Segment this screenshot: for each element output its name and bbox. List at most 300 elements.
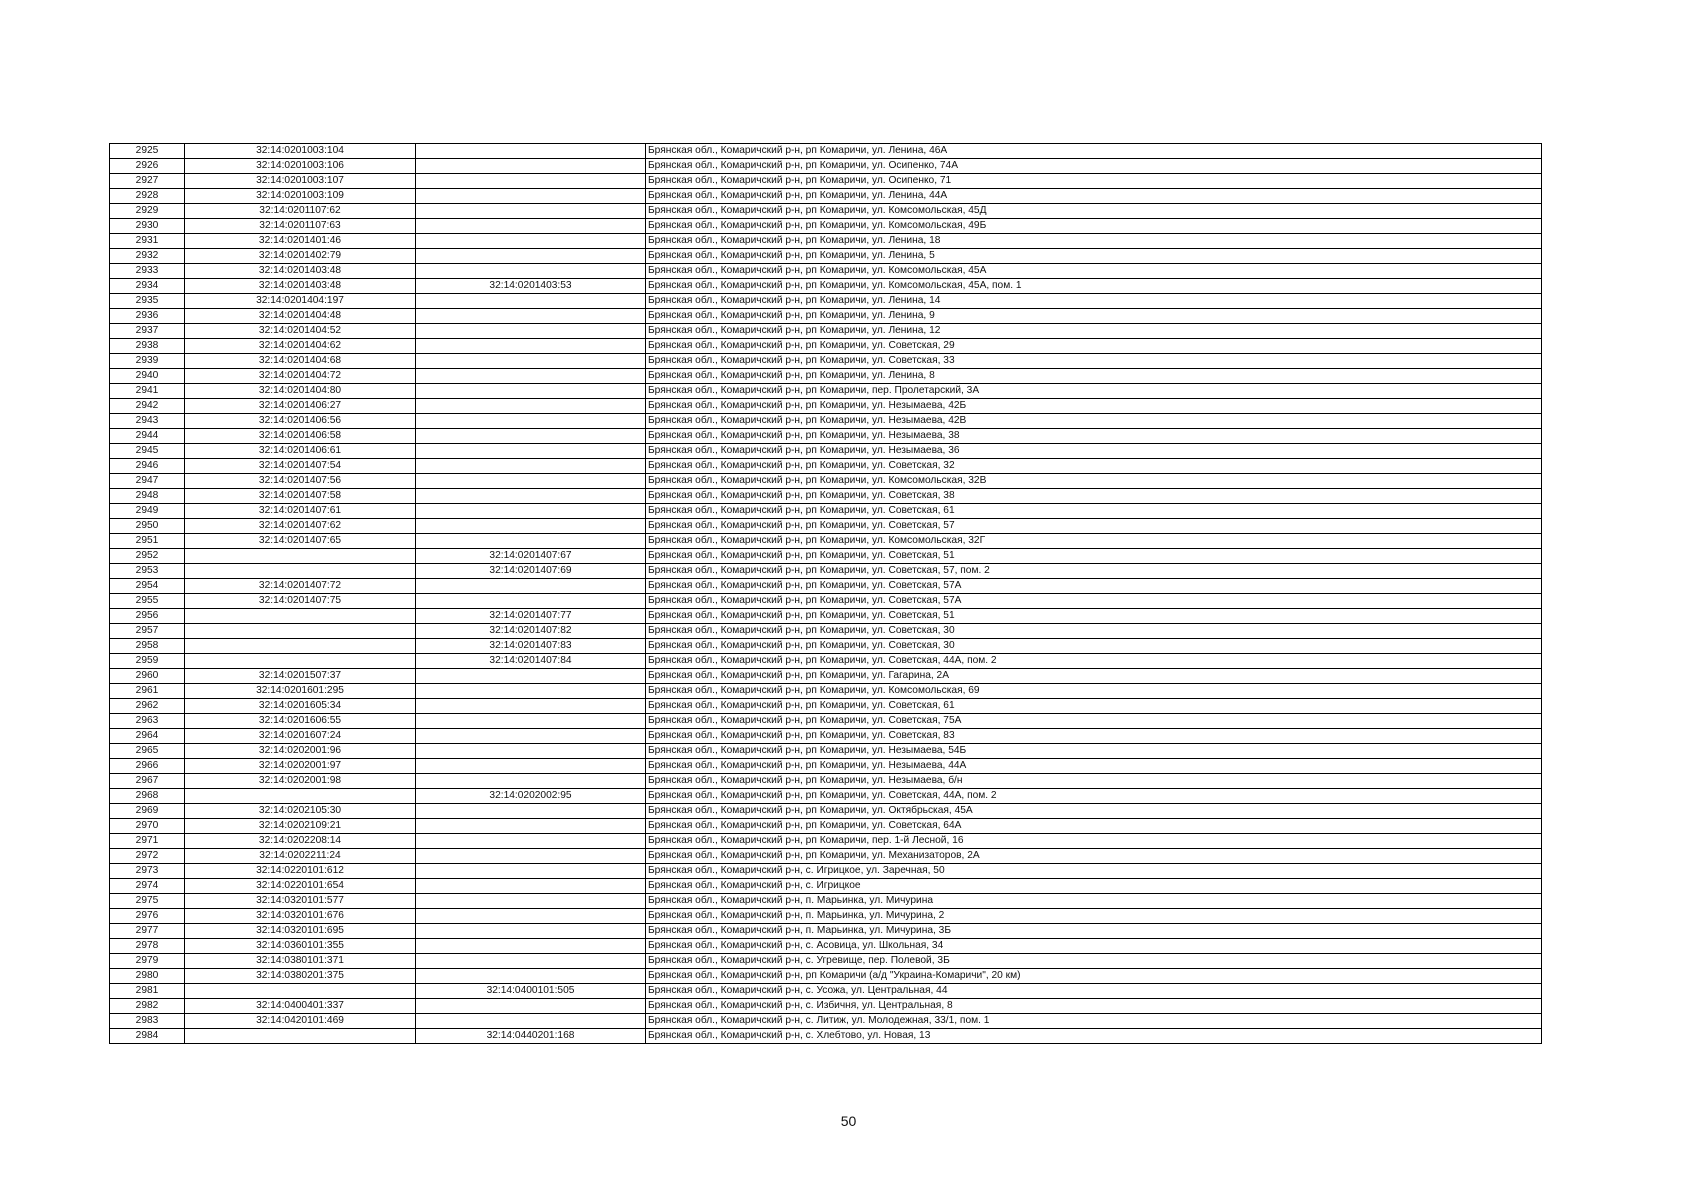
cadastral-number-cell: 32:14:0220101:654 xyxy=(185,879,416,894)
related-cadastral-number-cell: 32:14:0440201:168 xyxy=(416,1029,646,1044)
table-row xyxy=(110,714,1542,729)
related-cadastral-number-cell: 32:14:0202002:95 xyxy=(416,789,646,804)
related-cadastral-number-cell: 32:14:0400101:505 xyxy=(416,984,646,999)
address-cell: Брянская обл., Комаричский р-н, рп Комаричи, ул. Советская, 51 xyxy=(646,609,1542,624)
cadastral-number-cell xyxy=(185,1029,416,1044)
cadastral-number-cell xyxy=(185,654,416,669)
address-cell: Брянская обл., Комаричский р-н, рп Комаричи, ул. Советская, 44А, пом. 2 xyxy=(646,654,1542,669)
row-number-cell: 2977 xyxy=(110,924,185,939)
related-cadastral-number-cell xyxy=(416,174,646,189)
cadastral-number-cell: 32:14:0201407:65 xyxy=(185,534,416,549)
related-cadastral-number-cell: 32:14:0201407:83 xyxy=(416,639,646,654)
cadastral-number-cell: 32:14:0201407:56 xyxy=(185,474,416,489)
table-row xyxy=(110,1014,1542,1029)
related-cadastral-number-cell xyxy=(416,474,646,489)
cadastral-number-cell: 32:14:0201406:58 xyxy=(185,429,416,444)
cadastral-number-cell: 32:14:0202001:98 xyxy=(185,774,416,789)
related-cadastral-number-cell xyxy=(416,759,646,774)
table-row xyxy=(110,579,1542,594)
table-row xyxy=(110,744,1542,759)
row-number-cell: 2950 xyxy=(110,519,185,534)
table-row xyxy=(110,399,1542,414)
address-cell: Брянская обл., Комаричский р-н, рп Комаричи, ул. Советская, 57А xyxy=(646,594,1542,609)
row-number-cell: 2963 xyxy=(110,714,185,729)
cadastral-number-cell: 32:14:0380201:375 xyxy=(185,969,416,984)
table-row xyxy=(110,924,1542,939)
row-number-cell: 2956 xyxy=(110,609,185,624)
address-cell: Брянская обл., Комаричский р-н, рп Комаричи, ул. Советская, 33 xyxy=(646,354,1542,369)
row-number-cell: 2957 xyxy=(110,624,185,639)
related-cadastral-number-cell xyxy=(416,849,646,864)
row-number-cell: 2947 xyxy=(110,474,185,489)
row-number-cell: 2969 xyxy=(110,804,185,819)
cadastral-number-cell: 32:14:0202001:97 xyxy=(185,759,416,774)
related-cadastral-number-cell xyxy=(416,204,646,219)
cadastral-number-cell xyxy=(185,984,416,999)
row-number-cell: 2929 xyxy=(110,204,185,219)
row-number-cell: 2962 xyxy=(110,699,185,714)
related-cadastral-number-cell xyxy=(416,459,646,474)
address-cell: Брянская обл., Комаричский р-н, с. Усожа, ул. Центральная, 44 xyxy=(646,984,1542,999)
address-cell: Брянская обл., Комаричский р-н, рп Комаричи, ул. Ленина, 5 xyxy=(646,249,1542,264)
address-cell: Брянская обл., Комаричский р-н, рп Комаричи, ул. Незымаева, б/н xyxy=(646,774,1542,789)
table-row xyxy=(110,264,1542,279)
cadastral-number-cell xyxy=(185,624,416,639)
row-number-cell: 2984 xyxy=(110,1029,185,1044)
row-number-cell: 2941 xyxy=(110,384,185,399)
table-row xyxy=(110,894,1542,909)
cadastral-number-cell: 32:14:0201607:24 xyxy=(185,729,416,744)
cadastral-number-cell: 32:14:0201407:72 xyxy=(185,579,416,594)
related-cadastral-number-cell: 32:14:0201403:53 xyxy=(416,279,646,294)
address-cell: Брянская обл., Комаричский р-н, с. Избичня, ул. Центральная, 8 xyxy=(646,999,1542,1014)
cadastral-number-cell: 32:14:0201507:37 xyxy=(185,669,416,684)
related-cadastral-number-cell xyxy=(416,159,646,174)
address-cell: Брянская обл., Комаричский р-н, рп Комаричи, ул. Советская, 57А xyxy=(646,579,1542,594)
address-cell: Брянская обл., Комаричский р-н, рп Комаричи, ул. Комсомольская, 45А xyxy=(646,264,1542,279)
cadastral-number-cell: 32:14:0201406:61 xyxy=(185,444,416,459)
address-cell: Брянская обл., Комаричский р-н, рп Комаричи, ул. Ленина, 9 xyxy=(646,309,1542,324)
table-row xyxy=(110,774,1542,789)
address-cell: Брянская обл., Комаричский р-н, рп Комаричи, пер. Пролетарский, 3А xyxy=(646,384,1542,399)
row-number-cell: 2934 xyxy=(110,279,185,294)
cadastral-number-cell: 32:14:0201107:62 xyxy=(185,204,416,219)
related-cadastral-number-cell xyxy=(416,804,646,819)
row-number-cell: 2968 xyxy=(110,789,185,804)
related-cadastral-number-cell xyxy=(416,714,646,729)
address-cell: Брянская обл., Комаричский р-н, рп Комаричи, ул. Комсомольская, 45А, пом. 1 xyxy=(646,279,1542,294)
table-row xyxy=(110,864,1542,879)
address-cell: Брянская обл., Комаричский р-н, рп Комаричи, ул. Комсомольская, 32Г xyxy=(646,534,1542,549)
cadastral-number-cell: 32:14:0201407:62 xyxy=(185,519,416,534)
cadastral-number-cell: 32:14:0201003:109 xyxy=(185,189,416,204)
cadastral-number-cell: 32:14:0360101:355 xyxy=(185,939,416,954)
address-cell: Брянская обл., Комаричский р-н, рп Комаричи, ул. Ленина, 18 xyxy=(646,234,1542,249)
address-cell: Брянская обл., Комаричский р-н, рп Комаричи, ул. Комсомольская, 69 xyxy=(646,684,1542,699)
related-cadastral-number-cell xyxy=(416,669,646,684)
cadastral-number-cell: 32:14:0201404:62 xyxy=(185,339,416,354)
cadastral-number-cell: 32:14:0201404:197 xyxy=(185,294,416,309)
address-cell: Брянская обл., Комаричский р-н, рп Комаричи, ул. Ленина, 46А xyxy=(646,144,1542,159)
cadastral-number-cell xyxy=(185,549,416,564)
row-number-cell: 2952 xyxy=(110,549,185,564)
table-row xyxy=(110,159,1542,174)
table-row xyxy=(110,369,1542,384)
row-number-cell: 2972 xyxy=(110,849,185,864)
cadastral-number-cell: 32:14:0201404:48 xyxy=(185,309,416,324)
address-cell: Брянская обл., Комаричский р-н, рп Комаричи, ул. Осипенко, 74А xyxy=(646,159,1542,174)
address-cell: Брянская обл., Комаричский р-н, рп Комаричи, ул. Советская, 38 xyxy=(646,489,1542,504)
row-number-cell: 2976 xyxy=(110,909,185,924)
cadastral-number-cell: 32:14:0201407:61 xyxy=(185,504,416,519)
address-cell: Брянская обл., Комаричский р-н, рп Комаричи, ул. Незымаева, 42В xyxy=(646,414,1542,429)
related-cadastral-number-cell xyxy=(416,684,646,699)
table-row xyxy=(110,984,1542,999)
table-row xyxy=(110,834,1542,849)
related-cadastral-number-cell xyxy=(416,414,646,429)
related-cadastral-number-cell xyxy=(416,354,646,369)
row-number-cell: 2966 xyxy=(110,759,185,774)
row-number-cell: 2944 xyxy=(110,429,185,444)
cadastral-number-cell: 32:14:0201404:52 xyxy=(185,324,416,339)
cadastral-number-cell: 32:14:0201402:79 xyxy=(185,249,416,264)
related-cadastral-number-cell xyxy=(416,534,646,549)
related-cadastral-number-cell xyxy=(416,939,646,954)
related-cadastral-number-cell xyxy=(416,744,646,759)
related-cadastral-number-cell xyxy=(416,324,646,339)
address-cell: Брянская обл., Комаричский р-н, рп Комаричи, пер. 1-й Лесной, 16 xyxy=(646,834,1542,849)
cadastral-number-cell: 32:14:0201403:48 xyxy=(185,264,416,279)
table-row xyxy=(110,639,1542,654)
related-cadastral-number-cell xyxy=(416,909,646,924)
table-row xyxy=(110,1029,1542,1044)
row-number-cell: 2982 xyxy=(110,999,185,1014)
table-row xyxy=(110,624,1542,639)
cadastral-number-cell: 32:14:0320101:577 xyxy=(185,894,416,909)
table-row xyxy=(110,249,1542,264)
address-cell: Брянская обл., Комаричский р-н, с. Игрицкое, ул. Заречная, 50 xyxy=(646,864,1542,879)
cadastral-number-cell: 32:14:0380101:371 xyxy=(185,954,416,969)
row-number-cell: 2970 xyxy=(110,819,185,834)
row-number-cell: 2961 xyxy=(110,684,185,699)
row-number-cell: 2951 xyxy=(110,534,185,549)
row-number-cell: 2954 xyxy=(110,579,185,594)
row-number-cell: 2979 xyxy=(110,954,185,969)
cadastral-number-cell: 32:14:0202105:30 xyxy=(185,804,416,819)
related-cadastral-number-cell xyxy=(416,249,646,264)
table-row xyxy=(110,564,1542,579)
table-row xyxy=(110,204,1542,219)
row-number-cell: 2975 xyxy=(110,894,185,909)
cadastral-number-cell: 32:14:0400401:337 xyxy=(185,999,416,1014)
table-row xyxy=(110,474,1542,489)
table-row xyxy=(110,309,1542,324)
row-number-cell: 2930 xyxy=(110,219,185,234)
table-row xyxy=(110,759,1542,774)
table-row xyxy=(110,144,1542,159)
row-number-cell: 2953 xyxy=(110,564,185,579)
related-cadastral-number-cell xyxy=(416,924,646,939)
row-number-cell: 2943 xyxy=(110,414,185,429)
row-number-cell: 2960 xyxy=(110,669,185,684)
row-number-cell: 2948 xyxy=(110,489,185,504)
cadastral-number-cell: 32:14:0201404:80 xyxy=(185,384,416,399)
row-number-cell: 2932 xyxy=(110,249,185,264)
table-row xyxy=(110,729,1542,744)
table-row xyxy=(110,339,1542,354)
cadastral-number-cell: 32:14:0201407:58 xyxy=(185,489,416,504)
cadastral-number-cell: 32:14:0201107:63 xyxy=(185,219,416,234)
related-cadastral-number-cell xyxy=(416,954,646,969)
address-cell: Брянская обл., Комаричский р-н, рп Комаричи, ул. Незымаева, 42Б xyxy=(646,399,1542,414)
address-cell: Брянская обл., Комаричский р-н, с. Литиж, ул. Молодежная, 33/1, пом. 1 xyxy=(646,1014,1542,1029)
related-cadastral-number-cell xyxy=(416,234,646,249)
cadastral-number-cell xyxy=(185,609,416,624)
row-number-cell: 2927 xyxy=(110,174,185,189)
cadastral-number-cell: 32:14:0420101:469 xyxy=(185,1014,416,1029)
row-number-cell: 2964 xyxy=(110,729,185,744)
table-row xyxy=(110,594,1542,609)
table-row xyxy=(110,219,1542,234)
row-number-cell: 2928 xyxy=(110,189,185,204)
address-cell: Брянская обл., Комаричский р-н, рп Комаричи, ул. Осипенко, 71 xyxy=(646,174,1542,189)
cadastral-number-cell xyxy=(185,789,416,804)
address-cell: Брянская обл., Комаричский р-н, п. Марьинка, ул. Мичурина, 2 xyxy=(646,909,1542,924)
related-cadastral-number-cell xyxy=(416,489,646,504)
related-cadastral-number-cell xyxy=(416,969,646,984)
cadastral-number-cell: 32:14:0201407:54 xyxy=(185,459,416,474)
address-cell: Брянская обл., Комаричский р-н, рп Комаричи, ул. Советская, 75А xyxy=(646,714,1542,729)
related-cadastral-number-cell xyxy=(416,729,646,744)
row-number-cell: 2973 xyxy=(110,864,185,879)
address-cell: Брянская обл., Комаричский р-н, с. Угревище, пер. Полевой, 3Б xyxy=(646,954,1542,969)
related-cadastral-number-cell xyxy=(416,309,646,324)
cadastral-number-cell: 32:14:0202208:14 xyxy=(185,834,416,849)
related-cadastral-number-cell xyxy=(416,144,646,159)
related-cadastral-number-cell xyxy=(416,189,646,204)
address-cell: Брянская обл., Комаричский р-н, п. Марьинка, ул. Мичурина xyxy=(646,894,1542,909)
address-cell: Брянская обл., Комаричский р-н, рп Комаричи, ул. Советская, 83 xyxy=(646,729,1542,744)
address-cell: Брянская обл., Комаричский р-н, рп Комаричи, ул. Советская, 30 xyxy=(646,624,1542,639)
row-number-cell: 2958 xyxy=(110,639,185,654)
address-cell: Брянская обл., Комаричский р-н, рп Комаричи, ул. Советская, 61 xyxy=(646,504,1542,519)
row-number-cell: 2938 xyxy=(110,339,185,354)
table-row xyxy=(110,954,1542,969)
address-cell: Брянская обл., Комаричский р-н, с. Асовица, ул. Школьная, 34 xyxy=(646,939,1542,954)
row-number-cell: 2955 xyxy=(110,594,185,609)
address-cell: Брянская обл., Комаричский р-н, рп Комаричи, ул. Комсомольская, 32В xyxy=(646,474,1542,489)
related-cadastral-number-cell: 32:14:0201407:82 xyxy=(416,624,646,639)
table-row xyxy=(110,939,1542,954)
address-cell: Брянская обл., Комаричский р-н, рп Комаричи, ул. Советская, 57, пом. 2 xyxy=(646,564,1542,579)
table-row xyxy=(110,684,1542,699)
row-number-cell: 2925 xyxy=(110,144,185,159)
table-row xyxy=(110,669,1542,684)
row-number-cell: 2946 xyxy=(110,459,185,474)
related-cadastral-number-cell xyxy=(416,864,646,879)
related-cadastral-number-cell xyxy=(416,339,646,354)
row-number-cell: 2937 xyxy=(110,324,185,339)
address-cell: Брянская обл., Комаричский р-н, рп Комаричи, ул. Советская, 44А, пом. 2 xyxy=(646,789,1542,804)
row-number-cell: 2935 xyxy=(110,294,185,309)
cadastral-number-cell: 32:14:0201401:46 xyxy=(185,234,416,249)
row-number-cell: 2926 xyxy=(110,159,185,174)
related-cadastral-number-cell: 32:14:0201407:77 xyxy=(416,609,646,624)
address-cell: Брянская обл., Комаричский р-н, рп Комаричи, ул. Ленина, 14 xyxy=(646,294,1542,309)
address-cell: Брянская обл., Комаричский р-н, рп Комаричи, ул. Советская, 32 xyxy=(646,459,1542,474)
row-number-cell: 2978 xyxy=(110,939,185,954)
cadastral-number-cell: 32:14:0202001:96 xyxy=(185,744,416,759)
table-row xyxy=(110,234,1542,249)
cadastral-number-cell: 32:14:0201406:27 xyxy=(185,399,416,414)
related-cadastral-number-cell xyxy=(416,264,646,279)
row-number-cell: 2931 xyxy=(110,234,185,249)
related-cadastral-number-cell xyxy=(416,444,646,459)
table-row xyxy=(110,519,1542,534)
table-row xyxy=(110,969,1542,984)
table-row xyxy=(110,489,1542,504)
related-cadastral-number-cell xyxy=(416,819,646,834)
cadastral-number-cell: 32:14:0201404:68 xyxy=(185,354,416,369)
related-cadastral-number-cell xyxy=(416,879,646,894)
cadastral-number-cell: 32:14:0202211:24 xyxy=(185,849,416,864)
address-cell: Брянская обл., Комаричский р-н, рп Комаричи, ул. Советская, 30 xyxy=(646,639,1542,654)
cadastral-number-cell: 32:14:0201404:72 xyxy=(185,369,416,384)
address-cell: Брянская обл., Комаричский р-н, рп Комаричи, ул. Незымаева, 44А xyxy=(646,759,1542,774)
address-cell: Брянская обл., Комаричский р-н, рп Комаричи, ул. Механизаторов, 2А xyxy=(646,849,1542,864)
related-cadastral-number-cell xyxy=(416,219,646,234)
address-cell: Брянская обл., Комаричский р-н, рп Комаричи, ул. Ленина, 12 xyxy=(646,324,1542,339)
row-number-cell: 2939 xyxy=(110,354,185,369)
related-cadastral-number-cell xyxy=(416,384,646,399)
table-row xyxy=(110,999,1542,1014)
related-cadastral-number-cell xyxy=(416,594,646,609)
related-cadastral-number-cell xyxy=(416,1014,646,1029)
cadastral-number-cell: 32:14:0320101:676 xyxy=(185,909,416,924)
related-cadastral-number-cell xyxy=(416,294,646,309)
related-cadastral-number-cell xyxy=(416,999,646,1014)
row-number-cell: 2940 xyxy=(110,369,185,384)
cadastral-number-cell: 32:14:0320101:695 xyxy=(185,924,416,939)
table-row xyxy=(110,699,1542,714)
table-body xyxy=(110,144,1542,1044)
row-number-cell: 2983 xyxy=(110,1014,185,1029)
row-number-cell: 2949 xyxy=(110,504,185,519)
table-row xyxy=(110,459,1542,474)
related-cadastral-number-cell: 32:14:0201407:84 xyxy=(416,654,646,669)
table-row xyxy=(110,654,1542,669)
address-cell: Брянская обл., Комаричский р-н, рп Комаричи, ул. Октябрьская, 45А xyxy=(646,804,1542,819)
cadastral-number-cell: 32:14:0201403:48 xyxy=(185,279,416,294)
row-number-cell: 2980 xyxy=(110,969,185,984)
related-cadastral-number-cell xyxy=(416,699,646,714)
address-cell: Брянская обл., Комаричский р-н, рп Комаричи, ул. Ленина, 8 xyxy=(646,369,1542,384)
property-table xyxy=(109,143,1542,1044)
address-cell: Брянская обл., Комаричский р-н, рп Комаричи, ул. Советская, 61 xyxy=(646,699,1542,714)
row-number-cell: 2965 xyxy=(110,744,185,759)
related-cadastral-number-cell xyxy=(416,519,646,534)
row-number-cell: 2971 xyxy=(110,834,185,849)
related-cadastral-number-cell xyxy=(416,399,646,414)
table-row xyxy=(110,429,1542,444)
table-row xyxy=(110,789,1542,804)
row-number-cell: 2942 xyxy=(110,399,185,414)
table-row xyxy=(110,534,1542,549)
cadastral-number-cell: 32:14:0201605:34 xyxy=(185,699,416,714)
table-row xyxy=(110,804,1542,819)
cadastral-number-cell: 32:14:0201407:75 xyxy=(185,594,416,609)
row-number-cell: 2974 xyxy=(110,879,185,894)
address-cell: Брянская обл., Комаричский р-н, рп Комаричи, ул. Советская, 51 xyxy=(646,549,1542,564)
table-row xyxy=(110,909,1542,924)
row-number-cell: 2945 xyxy=(110,444,185,459)
table-row xyxy=(110,504,1542,519)
row-number-cell: 2981 xyxy=(110,984,185,999)
related-cadastral-number-cell xyxy=(416,504,646,519)
address-cell: Брянская обл., Комаричский р-н, рп Комаричи, ул. Незымаева, 54Б xyxy=(646,744,1542,759)
cadastral-number-cell: 32:14:0202109:21 xyxy=(185,819,416,834)
table-row xyxy=(110,549,1542,564)
row-number-cell: 2933 xyxy=(110,264,185,279)
address-cell: Брянская обл., Комаричский р-н, рп Комаричи, ул. Гагарина, 2А xyxy=(646,669,1542,684)
address-cell: Брянская обл., Комаричский р-н, рп Комаричи (а/д "Украина-Комаричи", 20 км) xyxy=(646,969,1542,984)
cadastral-number-cell: 32:14:0201406:56 xyxy=(185,414,416,429)
address-cell: Брянская обл., Комаричский р-н, рп Комаричи, ул. Советская, 29 xyxy=(646,339,1542,354)
cadastral-number-cell: 32:14:0201003:107 xyxy=(185,174,416,189)
row-number-cell: 2967 xyxy=(110,774,185,789)
table-row xyxy=(110,294,1542,309)
row-number-cell: 2959 xyxy=(110,654,185,669)
table-row xyxy=(110,414,1542,429)
address-cell: Брянская обл., Комаричский р-н, рп Комаричи, ул. Незымаева, 36 xyxy=(646,444,1542,459)
address-cell: Брянская обл., Комаричский р-н, рп Комаричи, ул. Ленина, 44А xyxy=(646,189,1542,204)
related-cadastral-number-cell: 32:14:0201407:67 xyxy=(416,549,646,564)
row-number-cell: 2936 xyxy=(110,309,185,324)
table-row xyxy=(110,354,1542,369)
related-cadastral-number-cell: 32:14:0201407:69 xyxy=(416,564,646,579)
related-cadastral-number-cell xyxy=(416,834,646,849)
address-cell: Брянская обл., Комаричский р-н, рп Комаричи, ул. Советская, 64А xyxy=(646,819,1542,834)
cadastral-number-cell xyxy=(185,639,416,654)
related-cadastral-number-cell xyxy=(416,429,646,444)
table-row xyxy=(110,444,1542,459)
table-row xyxy=(110,189,1542,204)
address-cell: Брянская обл., Комаричский р-н, рп Комаричи, ул. Комсомольская, 49Б xyxy=(646,219,1542,234)
table-row xyxy=(110,324,1542,339)
cadastral-number-cell: 32:14:0201003:104 xyxy=(185,144,416,159)
address-cell: Брянская обл., Комаричский р-н, с. Хлебтово, ул. Новая, 13 xyxy=(646,1029,1542,1044)
cadastral-number-cell: 32:14:0220101:612 xyxy=(185,864,416,879)
address-cell: Брянская обл., Комаричский р-н, с. Игрицкое xyxy=(646,879,1542,894)
table-row xyxy=(110,849,1542,864)
table-row xyxy=(110,384,1542,399)
address-cell: Брянская обл., Комаричский р-н, п. Марьинка, ул. Мичурина, 3Б xyxy=(646,924,1542,939)
cadastral-number-cell: 32:14:0201003:106 xyxy=(185,159,416,174)
related-cadastral-number-cell xyxy=(416,894,646,909)
table-row xyxy=(110,174,1542,189)
address-cell: Брянская обл., Комаричский р-н, рп Комаричи, ул. Советская, 57 xyxy=(646,519,1542,534)
address-cell: Брянская обл., Комаричский р-н, рп Комаричи, ул. Незымаева, 38 xyxy=(646,429,1542,444)
related-cadastral-number-cell xyxy=(416,579,646,594)
cadastral-number-cell xyxy=(185,564,416,579)
page-number: 50 xyxy=(840,1113,857,1129)
related-cadastral-number-cell xyxy=(416,369,646,384)
cadastral-number-cell: 32:14:0201606:55 xyxy=(185,714,416,729)
address-cell: Брянская обл., Комаричский р-н, рп Комаричи, ул. Комсомольская, 45Д xyxy=(646,204,1542,219)
table-row xyxy=(110,879,1542,894)
table-row xyxy=(110,609,1542,624)
table-row xyxy=(110,819,1542,834)
